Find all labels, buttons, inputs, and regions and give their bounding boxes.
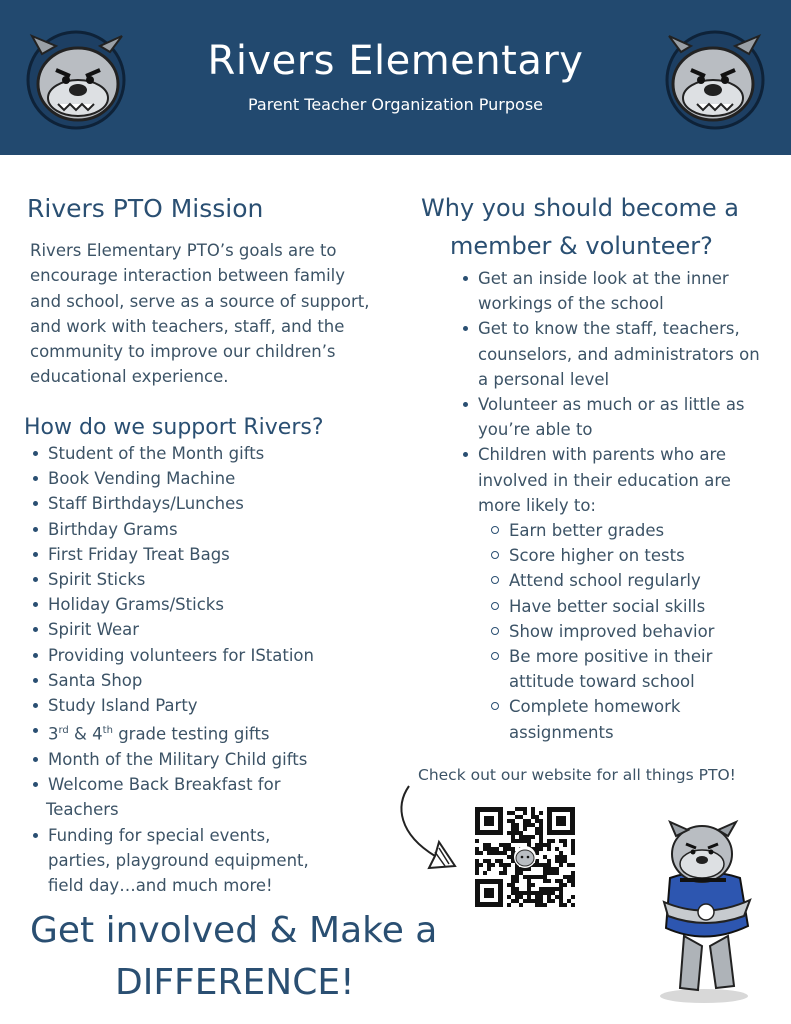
- qr-module: [539, 899, 543, 903]
- qr-module: [523, 807, 527, 811]
- qr-module: [535, 875, 539, 879]
- qr-module: [547, 839, 551, 843]
- qr-code[interactable]: [474, 806, 576, 908]
- sub-list-item: Attend school regularly: [509, 568, 714, 593]
- qr-module: [515, 827, 519, 831]
- qr-module: [495, 847, 499, 851]
- qr-module: [559, 855, 563, 859]
- qr-module: [571, 903, 575, 907]
- qr-module: [519, 871, 523, 875]
- qr-module: [511, 847, 515, 851]
- qr-module: [515, 899, 519, 903]
- qr-module: [511, 887, 515, 891]
- qr-module: [531, 823, 535, 827]
- qr-module: [539, 843, 543, 847]
- qr-module: [507, 819, 511, 823]
- qr-module: [551, 887, 555, 891]
- why-sublist: [509, 518, 714, 745]
- mission-line: educational experience.: [30, 367, 229, 387]
- qr-module: [487, 843, 491, 847]
- qr-module: [567, 863, 571, 867]
- qr-module: [495, 859, 499, 863]
- qr-module: [571, 879, 575, 883]
- qr-module: [527, 879, 531, 883]
- qr-module: [491, 847, 495, 851]
- list-item: Spirit Sticks: [48, 567, 314, 592]
- qr-module: [539, 891, 543, 895]
- qr-module: [511, 831, 515, 835]
- list-item-continued: counselors, and administrators on: [478, 344, 760, 364]
- list-item-continued: a personal level: [478, 369, 610, 389]
- qr-module: [535, 895, 539, 899]
- qr-module: [511, 819, 515, 823]
- qr-module: [527, 839, 531, 843]
- qr-module: [475, 851, 479, 855]
- qr-module: [527, 835, 531, 839]
- testing-rest: grade testing gifts: [118, 724, 270, 744]
- why-heading-line2: member & volunteer?: [450, 232, 713, 260]
- qr-module: [511, 879, 515, 883]
- qr-module: [571, 863, 575, 867]
- qr-module: [563, 855, 567, 859]
- qr-module: [547, 899, 551, 903]
- mission-line: and work with teachers, staff, and the: [30, 316, 345, 336]
- qr-module: [535, 827, 539, 831]
- qr-module: [559, 899, 563, 903]
- qr-module: [539, 831, 543, 835]
- qr-module: [499, 871, 503, 875]
- qr-module: [507, 863, 511, 867]
- qr-module: [499, 843, 503, 847]
- qr-module: [511, 891, 515, 895]
- qr-module: [507, 855, 511, 859]
- qr-module: [523, 823, 527, 827]
- qr-module: [555, 879, 559, 883]
- qr-module: [527, 823, 531, 827]
- qr-module: [515, 879, 519, 883]
- qr-module: [483, 859, 487, 863]
- qr-module: [555, 867, 559, 871]
- sub-list-item: Show improved behavior: [509, 619, 714, 644]
- sub-list-item-continued: assignments: [509, 722, 614, 742]
- qr-module: [531, 891, 535, 895]
- support-heading: How do we support Rivers?: [24, 415, 324, 440]
- qr-module: [543, 887, 547, 891]
- qr-module: [547, 863, 551, 867]
- qr-module: [551, 871, 555, 875]
- list-item: Student of the Month gifts: [48, 441, 314, 466]
- qr-module: [571, 871, 575, 875]
- qr-module: [511, 899, 515, 903]
- qr-module: [539, 903, 543, 907]
- qr-module: [527, 875, 531, 879]
- qr-module: [543, 875, 547, 879]
- qr-module: [515, 871, 519, 875]
- curved-arrow-icon: [395, 782, 465, 874]
- list-item-continued: workings of the school: [478, 294, 664, 314]
- qr-module: [571, 847, 575, 851]
- list-item: Volunteer as much or as little as: [478, 392, 760, 417]
- qr-module: [535, 891, 539, 895]
- qr-module: [515, 895, 519, 899]
- qr-module: [535, 831, 539, 835]
- qr-module: [515, 831, 519, 835]
- qr-module: [499, 859, 503, 863]
- qr-module: [559, 863, 563, 867]
- qr-module: [539, 847, 543, 851]
- qr-module: [475, 871, 479, 875]
- qr-module: [519, 807, 523, 811]
- cta-line1: Get involved & Make a: [30, 910, 438, 951]
- qr-module: [523, 875, 527, 879]
- cta-line2: DIFFERENCE!: [115, 962, 355, 1003]
- qr-module: [547, 871, 551, 875]
- qr-module: [571, 851, 575, 855]
- qr-module: [523, 827, 527, 831]
- qr-module: [527, 891, 531, 895]
- qr-module: [563, 839, 567, 843]
- qr-module: [519, 895, 523, 899]
- list-item: Funding for special events,: [48, 823, 314, 848]
- mission-heading: Rivers PTO Mission: [27, 194, 264, 223]
- list-item: Spirit Wear: [48, 617, 314, 642]
- qr-module: [535, 819, 539, 823]
- qr-module: [559, 859, 563, 863]
- qr-module: [475, 867, 479, 871]
- qr-module: [527, 887, 531, 891]
- qr-module: [487, 851, 491, 855]
- qr-module: [527, 883, 531, 887]
- qr-module: [531, 883, 535, 887]
- qr-module: [531, 835, 535, 839]
- qr-module: [523, 819, 527, 823]
- qr-module: [483, 847, 487, 851]
- qr-module: [539, 839, 543, 843]
- qr-module: [551, 867, 555, 871]
- qr-module: [571, 895, 575, 899]
- testing-num1: 3: [48, 724, 59, 744]
- qr-module: [543, 863, 547, 867]
- qr-module: [479, 851, 483, 855]
- qr-module: [483, 871, 487, 875]
- why-heading-line1: Why you should become a: [421, 194, 739, 222]
- qr-module: [543, 867, 547, 871]
- qr-module: [571, 883, 575, 887]
- qr-module: [507, 847, 511, 851]
- qr-module: [511, 827, 515, 831]
- header-title: Rivers Elementary: [207, 38, 584, 84]
- qr-module: [519, 815, 523, 819]
- qr-module: [539, 863, 543, 867]
- qr-module: [559, 839, 563, 843]
- qr-module: [563, 903, 567, 907]
- testing-sup2: th: [102, 725, 113, 737]
- qr-module: [559, 895, 563, 899]
- qr-module: [535, 899, 539, 903]
- qr-module: [567, 899, 571, 903]
- qr-module: [539, 827, 543, 831]
- list-item: Book Vending Machine: [48, 466, 314, 491]
- qr-module: [507, 903, 511, 907]
- qr-module: [543, 855, 547, 859]
- mission-line: community to improve our children’s: [30, 342, 336, 362]
- qr-module: [555, 887, 559, 891]
- bulldog-mascot-icon: [653, 24, 773, 132]
- qr-module: [531, 815, 535, 819]
- list-item: Welcome Back Breakfast for: [48, 772, 314, 797]
- qr-module: [519, 839, 523, 843]
- list-item: Children with parents who are: [478, 442, 760, 467]
- qr-module: [547, 847, 551, 851]
- list-item: First Friday Treat Bags: [48, 542, 314, 567]
- qr-module: [539, 811, 543, 815]
- header-banner: [0, 0, 791, 155]
- qr-module: [507, 883, 511, 887]
- qr-module: [563, 875, 567, 879]
- qr-module: [515, 887, 519, 891]
- list-item-continued: you’re able to: [478, 420, 593, 440]
- testing-sup1: rd: [58, 725, 69, 737]
- qr-module: [527, 899, 531, 903]
- qr-module: [571, 875, 575, 879]
- qr-module: [555, 859, 559, 863]
- qr-module: [519, 835, 523, 839]
- qr-module: [487, 859, 491, 863]
- list-item: Holiday Grams/Sticks: [48, 592, 314, 617]
- qr-module: [495, 851, 499, 855]
- qr-module: [559, 879, 563, 883]
- qr-module: [535, 863, 539, 867]
- qr-module: [511, 811, 515, 815]
- qr-module: [543, 871, 547, 875]
- qr-module: [539, 835, 543, 839]
- qr-module: [547, 879, 551, 883]
- website-note: Check out our website for all things PTO!: [418, 766, 736, 784]
- qr-module: [555, 855, 559, 859]
- list-item: Study Island Party: [48, 693, 314, 718]
- qr-module: [555, 895, 559, 899]
- qr-module: [487, 847, 491, 851]
- qr-module: [523, 899, 527, 903]
- list-item-continued: more likely to:: [478, 495, 596, 515]
- qr-module: [499, 863, 503, 867]
- qr-module: [527, 895, 531, 899]
- qr-module: [555, 847, 559, 851]
- qr-module: [531, 811, 535, 815]
- list-item: Staff Birthdays/Lunches: [48, 491, 314, 516]
- qr-module: [547, 859, 551, 863]
- qr-module: [559, 903, 563, 907]
- qr-module: [567, 875, 571, 879]
- qr-module: [547, 843, 551, 847]
- qr-module: [491, 851, 495, 855]
- qr-module: [519, 903, 523, 907]
- qr-module: [511, 839, 515, 843]
- qr-module: [563, 859, 567, 863]
- qr-module: [499, 851, 503, 855]
- sub-list-item-continued: attitude toward school: [509, 672, 695, 692]
- qr-module: [523, 891, 527, 895]
- qr-module: [475, 859, 479, 863]
- qr-module: [539, 823, 543, 827]
- header-subtitle: Parent Teacher Organization Purpose: [247, 95, 544, 114]
- qr-module: [551, 839, 555, 843]
- qr-module: [559, 891, 563, 895]
- list-item: Birthday Grams: [48, 517, 314, 542]
- qr-module: [511, 823, 515, 827]
- qr-module: [515, 815, 519, 819]
- qr-module: [559, 887, 563, 891]
- qr-module: [503, 867, 507, 871]
- qr-module: [527, 819, 531, 823]
- sub-list-item: Complete homework: [509, 694, 714, 719]
- list-item-continued: field day…and much more!: [48, 875, 273, 895]
- qr-module: [567, 879, 571, 883]
- qr-module: [547, 891, 551, 895]
- qr-module: [563, 883, 567, 887]
- qr-module: [503, 863, 507, 867]
- list-item: Santa Shop: [48, 668, 314, 693]
- qr-module: [523, 811, 527, 815]
- qr-module: [563, 843, 567, 847]
- qr-module: [515, 839, 519, 843]
- qr-module: [515, 823, 519, 827]
- qr-module: [535, 847, 539, 851]
- qr-module: [515, 867, 519, 871]
- sub-list-item: Be more positive in their: [509, 644, 714, 669]
- qr-module: [555, 871, 559, 875]
- qr-module: [519, 891, 523, 895]
- qr-module: [523, 839, 527, 843]
- qr-module: [539, 875, 543, 879]
- qr-module: [511, 875, 515, 879]
- mission-text: [30, 238, 369, 390]
- qr-module: [475, 839, 479, 843]
- qr-module: [507, 843, 511, 847]
- qr-module: [519, 831, 523, 835]
- qr-module: [507, 895, 511, 899]
- qr-module: [559, 883, 563, 887]
- sub-list-item: Earn better grades: [509, 518, 714, 543]
- qr-module: [543, 891, 547, 895]
- qr-module: [483, 843, 487, 847]
- qr-module: [515, 807, 519, 811]
- list-item: Providing volunteers for IStation: [48, 643, 314, 668]
- qr-module: [543, 843, 547, 847]
- qr-module: [511, 883, 515, 887]
- qr-module: [535, 903, 539, 907]
- qr-module: [571, 843, 575, 847]
- qr-module: [503, 871, 507, 875]
- qr-module: [571, 839, 575, 843]
- qr-module: [551, 891, 555, 895]
- mission-line: Rivers Elementary PTO’s goals are to: [30, 241, 337, 260]
- qr-module: [535, 815, 539, 819]
- qr-module: [491, 863, 495, 867]
- mission-line: and school, serve as a source of support,: [30, 291, 370, 311]
- sub-list-item: Have better social skills: [509, 594, 714, 619]
- qr-module: [531, 899, 535, 903]
- list-item: Get to know the staff, teachers,: [478, 316, 760, 341]
- qr-module: [539, 819, 543, 823]
- qr-module: [543, 903, 547, 907]
- qr-module: [515, 875, 519, 879]
- qr-module: [543, 879, 547, 883]
- qr-module: [547, 895, 551, 899]
- qr-module: [539, 895, 543, 899]
- bulldog-mascot-full-icon: [640, 816, 772, 1006]
- support-list: [48, 441, 314, 898]
- qr-module: [559, 851, 563, 855]
- qr-module: [507, 831, 511, 835]
- qr-module: [515, 891, 519, 895]
- mission-line: encourage interaction between family: [30, 266, 345, 286]
- why-list: [478, 266, 760, 518]
- qr-module: [547, 867, 551, 871]
- testing-amp: &: [74, 724, 87, 744]
- qr-module: [503, 851, 507, 855]
- qr-module: [475, 847, 479, 851]
- list-item: Get an inside look at the inner: [478, 266, 760, 291]
- qr-module: [551, 899, 555, 903]
- qr-module: [511, 835, 515, 839]
- qr-module: [531, 807, 535, 811]
- sub-list-item: Score higher on tests: [509, 543, 714, 568]
- qr-module: [547, 887, 551, 891]
- list-item-continued: involved in their education are: [478, 470, 731, 490]
- qr-module: [503, 843, 507, 847]
- list-item-continued: parties, playground equipment,: [48, 850, 309, 870]
- list-item-testing: [48, 718, 314, 747]
- qr-module: [539, 887, 543, 891]
- list-item: Month of the Military Child gifts: [48, 747, 314, 772]
- qr-module: [531, 875, 535, 879]
- qr-module: [487, 863, 491, 867]
- qr-module: [523, 835, 527, 839]
- qr-module: [475, 863, 479, 867]
- qr-module: [507, 811, 511, 815]
- qr-module: [479, 863, 483, 867]
- qr-module: [535, 843, 539, 847]
- list-item-continued: Teachers: [46, 800, 119, 820]
- qr-module: [487, 867, 491, 871]
- qr-module: [503, 847, 507, 851]
- testing-num2: 4: [92, 724, 103, 744]
